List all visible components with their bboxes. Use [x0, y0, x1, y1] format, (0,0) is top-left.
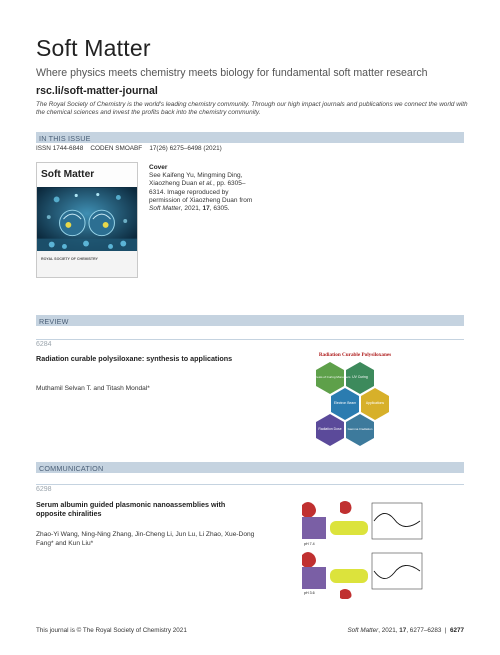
cover-mini-title: Soft Matter — [41, 169, 95, 180]
cover-page: , 6305. — [209, 205, 230, 213]
cover-footer — [37, 251, 137, 277]
cover-label: Cover — [149, 164, 168, 171]
section-bar-communication — [36, 462, 464, 473]
footer-journal: Soft Matter — [347, 627, 379, 634]
section-label: IN THIS ISSUE — [39, 133, 91, 143]
journal-url[interactable]: rsc.li/soft-matter-journal — [36, 85, 158, 97]
footer-volume: 17 — [399, 627, 407, 634]
figure-panel — [302, 567, 326, 589]
section-bar-review — [36, 315, 464, 326]
cover-year: , 2021, — [180, 205, 203, 213]
issn: ISSN 1744-6848 — [36, 145, 84, 152]
hex-label: Radiation Dose — [318, 427, 342, 431]
communication-article-title[interactable]: Serum albumin guided plasmonic nanoassemblies with opposite chiralities — [36, 500, 226, 518]
figure-rod — [330, 521, 368, 535]
coden: CODEN SMOABF — [90, 145, 143, 152]
issn-line — [36, 145, 222, 152]
hex-label: Applications — [365, 401, 385, 405]
hex-label: Electron Beam — [333, 401, 357, 405]
section-rule — [36, 484, 464, 485]
cover-artwork — [37, 187, 137, 253]
figure-shape — [340, 501, 352, 514]
cd-spectrum-box — [372, 553, 422, 589]
footer-page-number: 6277 — [449, 627, 464, 634]
section-rule — [36, 339, 464, 340]
cover-credit: See Kaifeng Yu, Mingming Ding, Xiaozheng Duan — [149, 172, 243, 188]
section-label: REVIEW — [39, 316, 69, 326]
rsc-intro: The Royal Society of Chemistry is the world's leading chemistry community. Through our high impact journals and publications we connect the world with the chemical sciences and invest the profits back into the chemistry community. — [36, 101, 468, 117]
figure-rod — [330, 569, 368, 583]
footer-citation: Soft Matter, 2021, 17, 6277–6283 | 6277 — [347, 627, 464, 634]
figure-panel — [302, 517, 326, 539]
cover-header — [37, 163, 137, 187]
journal-title: Soft Matter — [36, 35, 151, 61]
review-article-title[interactable]: Radiation curable polysiloxane: synthesis to applications — [36, 354, 233, 363]
cover-volume: 17 — [202, 205, 210, 213]
footer-year: , 2021, — [378, 627, 400, 634]
cover-journal-name: Soft Matter — [149, 205, 181, 213]
review-page-number: 6284 — [36, 341, 52, 348]
review-graphical-abstract[interactable] — [300, 350, 410, 462]
footer-copyright: This journal is © The Royal Society of Chemistry 2021 — [36, 627, 187, 634]
rsc-logo: ROYAL SOCIETY OF CHEMISTRY — [41, 257, 98, 261]
cover-description — [149, 164, 259, 213]
figure-label: pH 7.4 — [304, 542, 315, 546]
footer-pages: , 6277–6283 — [406, 627, 442, 634]
volume-info: 17(26) 6275–6498 (2021) — [149, 145, 222, 152]
cd-spectrum-box — [372, 503, 422, 539]
cover-reproduced: Image reproduced by permission of Xiaozheng Duan from — [149, 188, 253, 204]
journal-tagline: Where physics meets chemistry meets biology for fundamental soft matter research — [36, 67, 428, 79]
hex-label: UV Curing — [352, 375, 368, 379]
section-bar-in-this-issue — [36, 132, 464, 143]
cover-pages: , pp. 6305–6314. — [149, 180, 246, 196]
cover-etal: et al. — [198, 180, 213, 188]
review-article-authors: Muthamil Selvan T. and Titash Mondal* — [36, 385, 150, 392]
communication-page-number: 6298 — [36, 486, 52, 493]
communication-article-authors: Zhao-Yi Wang, Ning-Ning Zhang, Jin-Cheng Li, Jun Lu, Li Zhao, Xue-Dong Fang* and Kun Liu* — [36, 531, 255, 547]
review-figure-title: Radiation Curable Polysiloxanes — [318, 352, 392, 358]
hex-label: Synthesis of Curing Monomers — [309, 375, 351, 379]
cover-image[interactable] — [36, 162, 138, 278]
hex-label: Gamma Irradiation — [347, 427, 373, 431]
communication-graphical-abstract[interactable] — [300, 497, 425, 599]
figure-label: pH 3.6 — [304, 591, 315, 595]
section-label: COMMUNICATION — [39, 463, 104, 473]
